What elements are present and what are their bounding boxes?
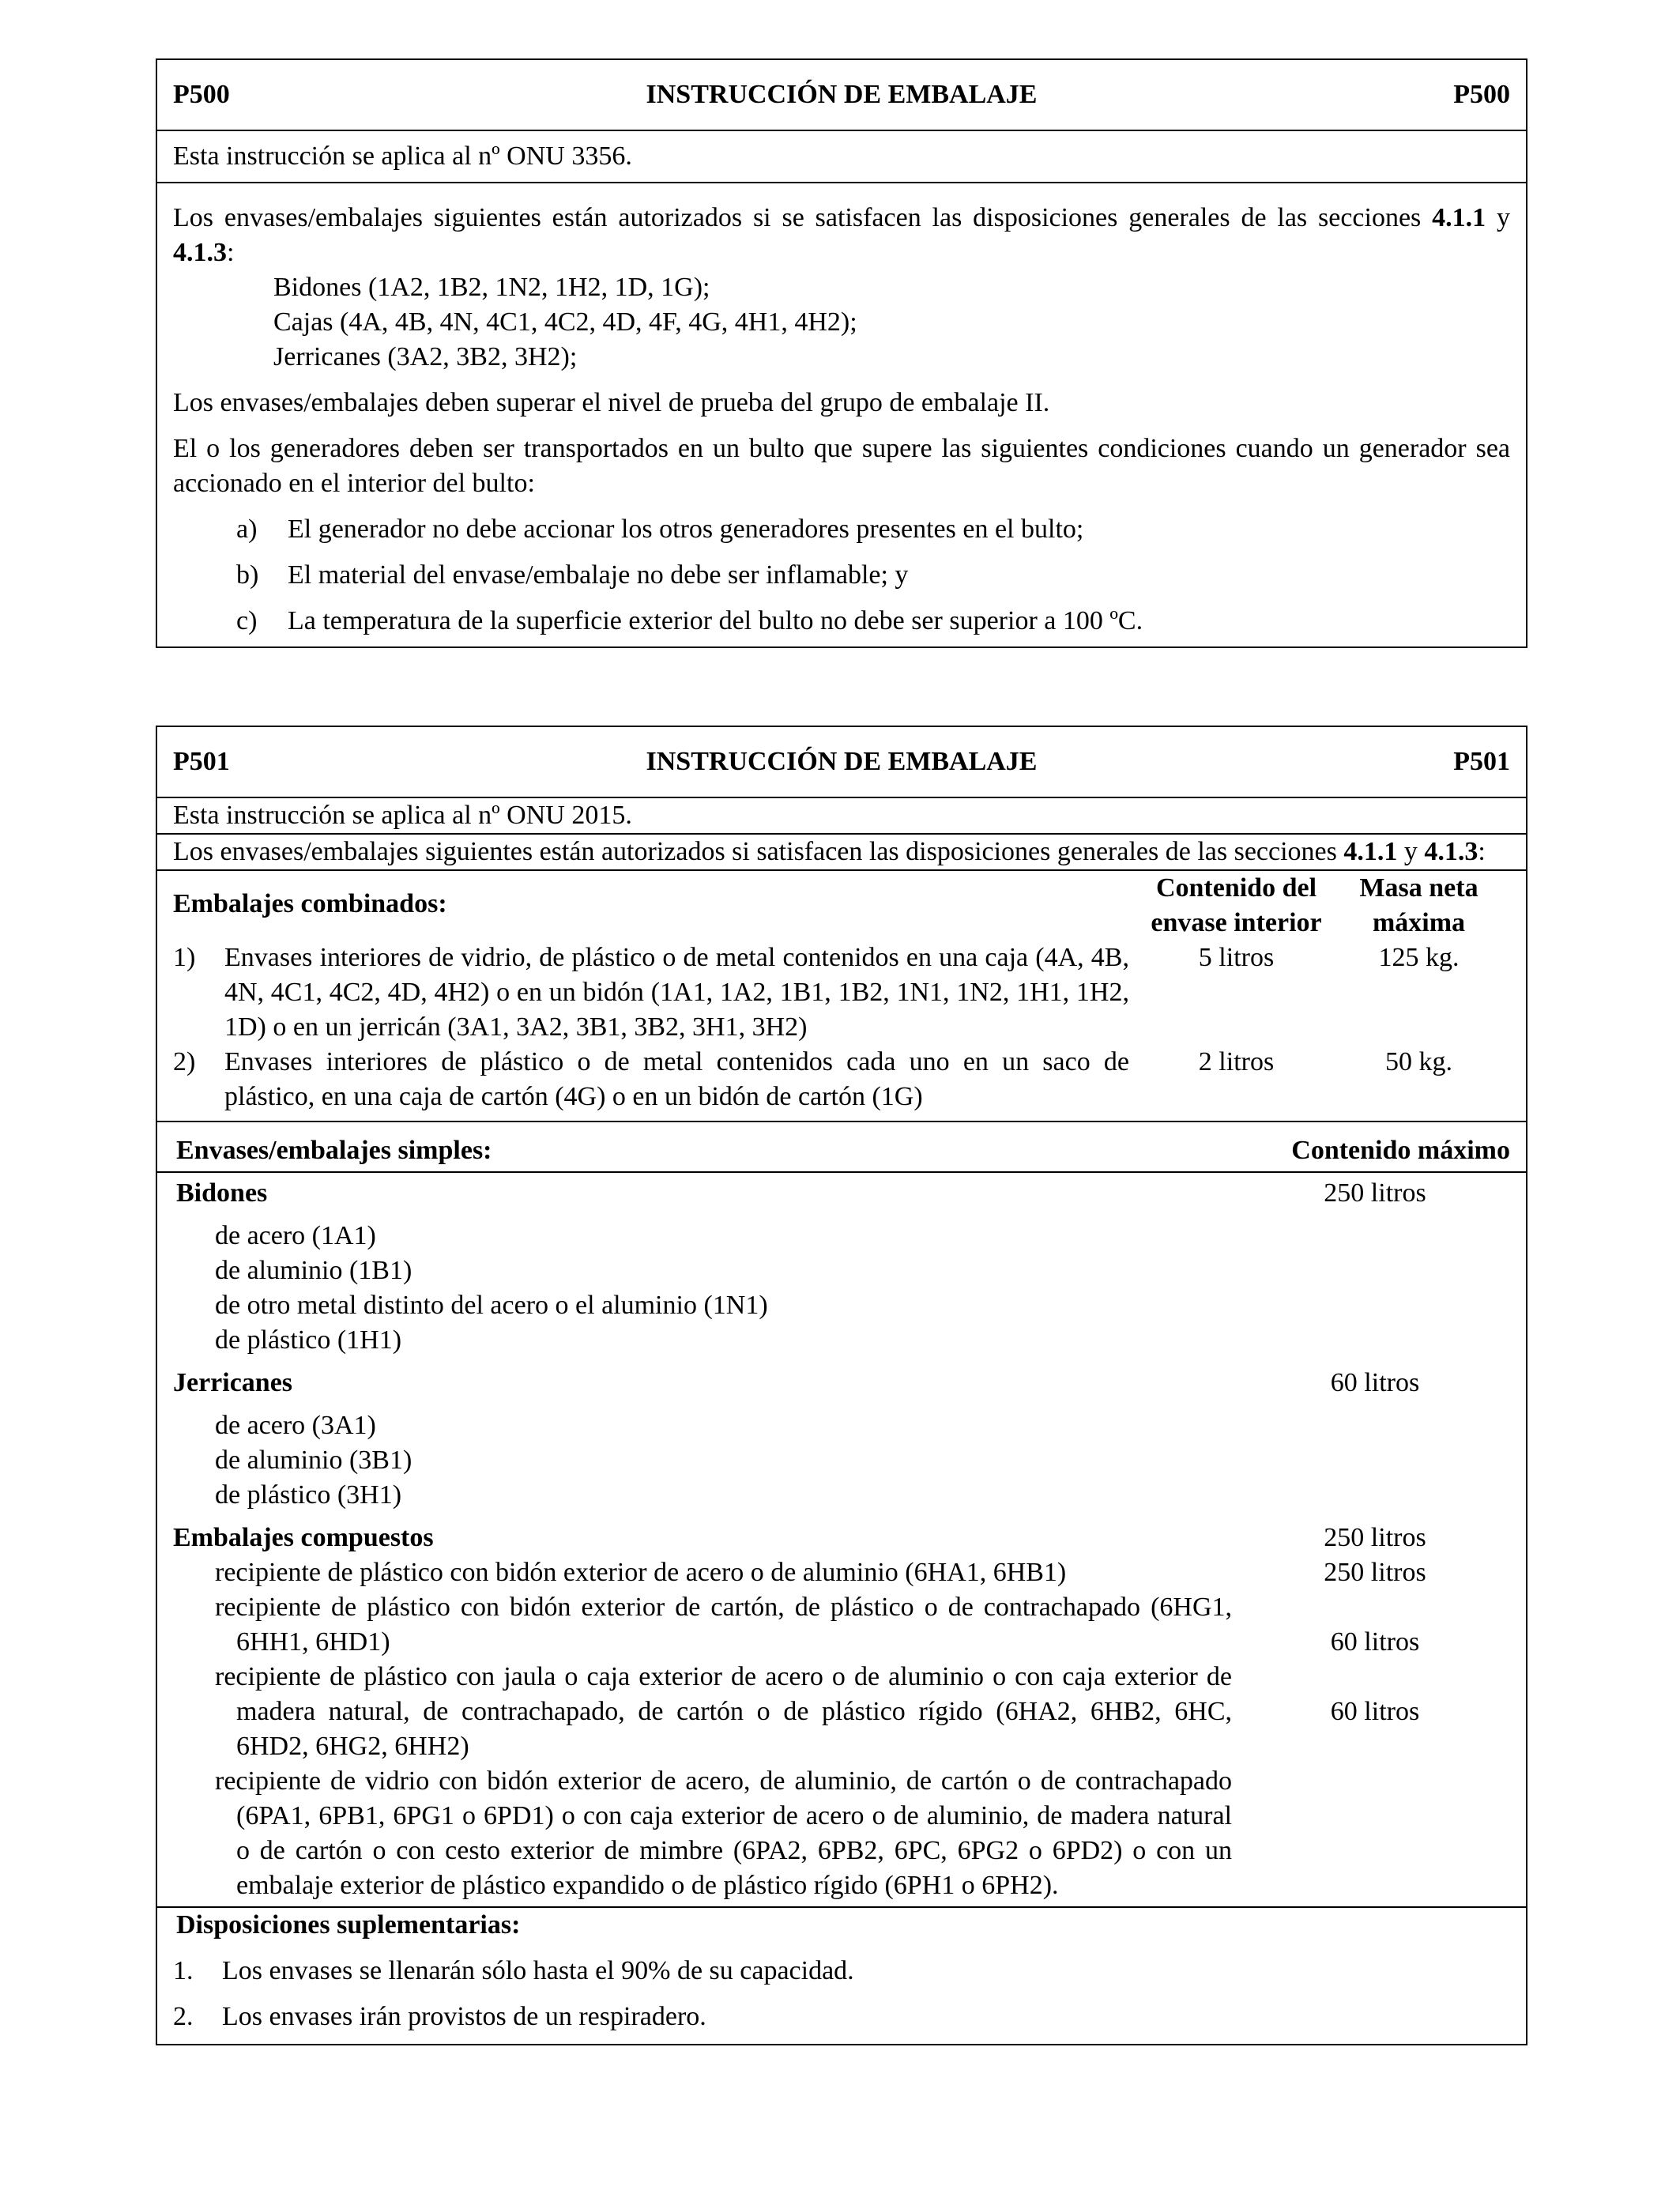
list-item: de plástico (3H1) [215, 1480, 402, 1510]
drums-list [173, 1219, 1510, 1358]
jerricans-row [173, 1366, 1510, 1400]
composite-item-max: 250 litros [1324, 1558, 1426, 1587]
p501-supplementary [157, 1908, 1526, 2044]
item-label: c) [236, 606, 258, 635]
drums-max: 250 litros [1324, 1178, 1426, 1208]
p501-header [157, 727, 1526, 798]
table-row [173, 1660, 1510, 1764]
item-text: Los envases irán provistos de un respiradero. [222, 2002, 706, 2031]
p500-body [157, 183, 1526, 647]
p501-sec-colon: : [1478, 837, 1486, 866]
p500-applies: Esta instrucción se aplica al nº ONU 3356. [173, 141, 632, 171]
table-row [173, 1045, 1510, 1114]
drums-label: Bidones [176, 1178, 268, 1208]
item-number: 2. [173, 2002, 194, 2031]
composite-row [173, 1521, 1510, 1555]
p500-sec-b: 4.1.3 [173, 238, 227, 267]
p501-applies-row [157, 798, 1526, 835]
item-label: a) [236, 515, 258, 544]
item-number: 1) [173, 943, 196, 972]
p501-table [156, 726, 1527, 2045]
col-content-line2: envase interior [1151, 908, 1322, 937]
item-text: Envases interiores de plástico o de metal contenidos cada uno en un saco de plástico, en una caja de cartón (4G) o en un bidón de cartón (1G) [224, 1047, 1129, 1111]
jerricans-max: 60 litros [1330, 1368, 1420, 1397]
p500-code-left: P500 [173, 80, 230, 109]
p500-header [157, 60, 1526, 131]
item-number: 2) [173, 1047, 196, 1076]
p500-types-list [173, 270, 1510, 375]
list-item: Cajas (4A, 4B, 4N, 4C1, 4C2, 4D, 4F, 4G, 4H1, 4H2); [273, 307, 857, 337]
p500-auth-text: Los envases/embalajes siguientes están autorizados si se satisfacen las disposiciones generales de las secciones [173, 203, 1422, 232]
list-item: de otro metal distinto del acero o el aluminio (1N1) [215, 1291, 768, 1320]
jerricans-list [173, 1408, 1510, 1513]
list-item [236, 558, 1510, 593]
p501-sec-a: 4.1.1 [1343, 837, 1398, 866]
table-row [173, 1764, 1510, 1903]
table-row [173, 1590, 1510, 1660]
p501-simple-section [157, 1173, 1526, 1908]
composite-item-max: 60 litros [1330, 1627, 1420, 1657]
p501-auth [157, 835, 1526, 871]
item-text: El generador no debe accionar los otros generadores presentes en el bulto; [288, 515, 1084, 544]
p501-combined-header [173, 871, 1510, 941]
list-item: de plástico (1H1) [215, 1325, 402, 1355]
p501-auth-text: Los envases/embalajes siguientes están autorizados si satisfacen las disposiciones generales de las secciones [173, 837, 1337, 866]
col-mass-line1: Masa neta [1359, 873, 1478, 903]
p500-sec-a: 4.1.1 [1432, 203, 1486, 232]
p501-code-left: P501 [173, 747, 230, 776]
list-item: Bidones (1A2, 1B2, 1N2, 1H2, 1D, 1G); [273, 273, 710, 302]
list-item [173, 2000, 1510, 2034]
item-mass: 50 kg. [1385, 1047, 1452, 1076]
p501-sec-b: 4.1.3 [1424, 837, 1478, 866]
composite-item: recipiente de vidrio con bidón exterior de acero, de aluminio, de cartón o de contrachapado (6PA1, 6PB1, 6PG1 o 6PD1) o con caja exterior de acero o de aluminio, de madera natural o de cartón o con cesto exterior de mimbre (6PA2, 6PB2, 6PC, 6PG2 o 6PD2) o con un embalaje exterior de plástico expandido o de plástico rígido (6PH1 o 6PH2). [215, 1766, 1232, 1900]
col-content-header [1145, 871, 1328, 941]
p501-sec-and: y [1397, 837, 1425, 866]
item-number: 1. [173, 1956, 194, 1985]
composite-item: recipiente de plástico con bidón exterior de acero o de aluminio (6HA1, 6HB1) [215, 1558, 1067, 1587]
jerricans-label: Jerricanes [173, 1368, 293, 1397]
composite-max: 250 litros [1324, 1523, 1426, 1552]
p500-auth [173, 201, 1510, 270]
composite-label: Embalajes compuestos [173, 1523, 434, 1552]
p500-sec-and: y [1486, 203, 1511, 232]
composite-item: recipiente de plástico con bidón exterior de cartón, de plástico o de contrachapado (6HG1, 6HH1, 6HD1) [215, 1593, 1232, 1657]
combined-item [173, 1045, 1145, 1114]
combined-heading: Embalajes combinados: [173, 889, 447, 918]
supp-heading: Disposiciones suplementarias: [176, 1910, 521, 1940]
item-mass: 125 kg. [1378, 943, 1460, 972]
p500-table [156, 58, 1527, 648]
p500-code-right: P500 [1453, 80, 1510, 109]
p500-title: INSTRUCCIÓN DE EMBALAJE [646, 80, 1038, 109]
composite-item: recipiente de plástico con jaula o caja exterior de acero o de aluminio o con caja exterior de madera natural, de contrachapado, de cartón o de plástico rígido (6HA2, 6HB2, 6HC, 6HD2, 6HG2, 6HH2) [215, 1662, 1232, 1761]
p500-sec-colon: : [227, 238, 235, 267]
list-item [236, 604, 1510, 639]
list-item: de acero (1A1) [215, 1221, 376, 1250]
p500-generators: El o los generadores deben ser transportados en un bulto que supere las siguientes condiciones cuando un generador sea accionado en el interior del bulto: [173, 434, 1510, 498]
p501-code-right: P501 [1453, 747, 1510, 776]
p501-applies: Esta instrucción se aplica al nº ONU 2015. [173, 801, 632, 830]
p501-simple-header [157, 1122, 1526, 1173]
p501-combined-section [157, 871, 1526, 1122]
list-item [173, 1954, 1510, 1989]
simple-heading: Envases/embalajes simples: [176, 1136, 492, 1165]
drums-row [173, 1176, 1510, 1211]
table-row [173, 941, 1510, 1045]
item-content: 5 litros [1198, 943, 1275, 972]
col-mass-header [1328, 871, 1510, 941]
p500-applies-row [157, 131, 1526, 183]
col-content-line1: Contenido del [1155, 873, 1317, 903]
p500-test-level: Los envases/embalajes deben superar el nivel de prueba del grupo de embalaje II. [173, 388, 1050, 417]
list-item: de aluminio (1B1) [215, 1256, 412, 1285]
item-text: La temperatura de la superficie exterior del bulto no debe ser superior a 100 ºC. [288, 606, 1143, 635]
table-row [173, 1555, 1510, 1590]
composite-item-max: 60 litros [1330, 1697, 1420, 1726]
max-content-heading: Contenido máximo [1291, 1136, 1510, 1165]
p501-title: INSTRUCCIÓN DE EMBALAJE [646, 747, 1038, 776]
list-item: de aluminio (3B1) [215, 1446, 412, 1475]
list-item [236, 512, 1510, 547]
list-item: Jerricanes (3A2, 3B2, 3H2); [273, 342, 578, 371]
combined-item [173, 941, 1145, 1045]
item-content: 2 litros [1198, 1047, 1275, 1076]
item-label: b) [236, 560, 259, 590]
item-text: Envases interiores de vidrio, de plástico o de metal contenidos en una caja (4A, 4B, 4N, 4C1, 4C2, 4D, 4H2) o en un bidón (1A1, 1A2, 1B1, 1B2, 1N1, 1N2, 1H1, 1H2, 1D) o en un jerricán (3A1, 3A2, 3B1, 3B2, 3H1, 3H2) [224, 943, 1129, 1042]
col-mass-line2: máxima [1372, 908, 1466, 937]
list-item: de acero (3A1) [215, 1411, 376, 1440]
composite-item-max [1240, 1764, 1510, 1903]
item-text: El material del envase/embalaje no debe ser inflamable; y [288, 560, 909, 590]
item-text: Los envases se llenarán sólo hasta el 90% de su capacidad. [222, 1956, 854, 1985]
